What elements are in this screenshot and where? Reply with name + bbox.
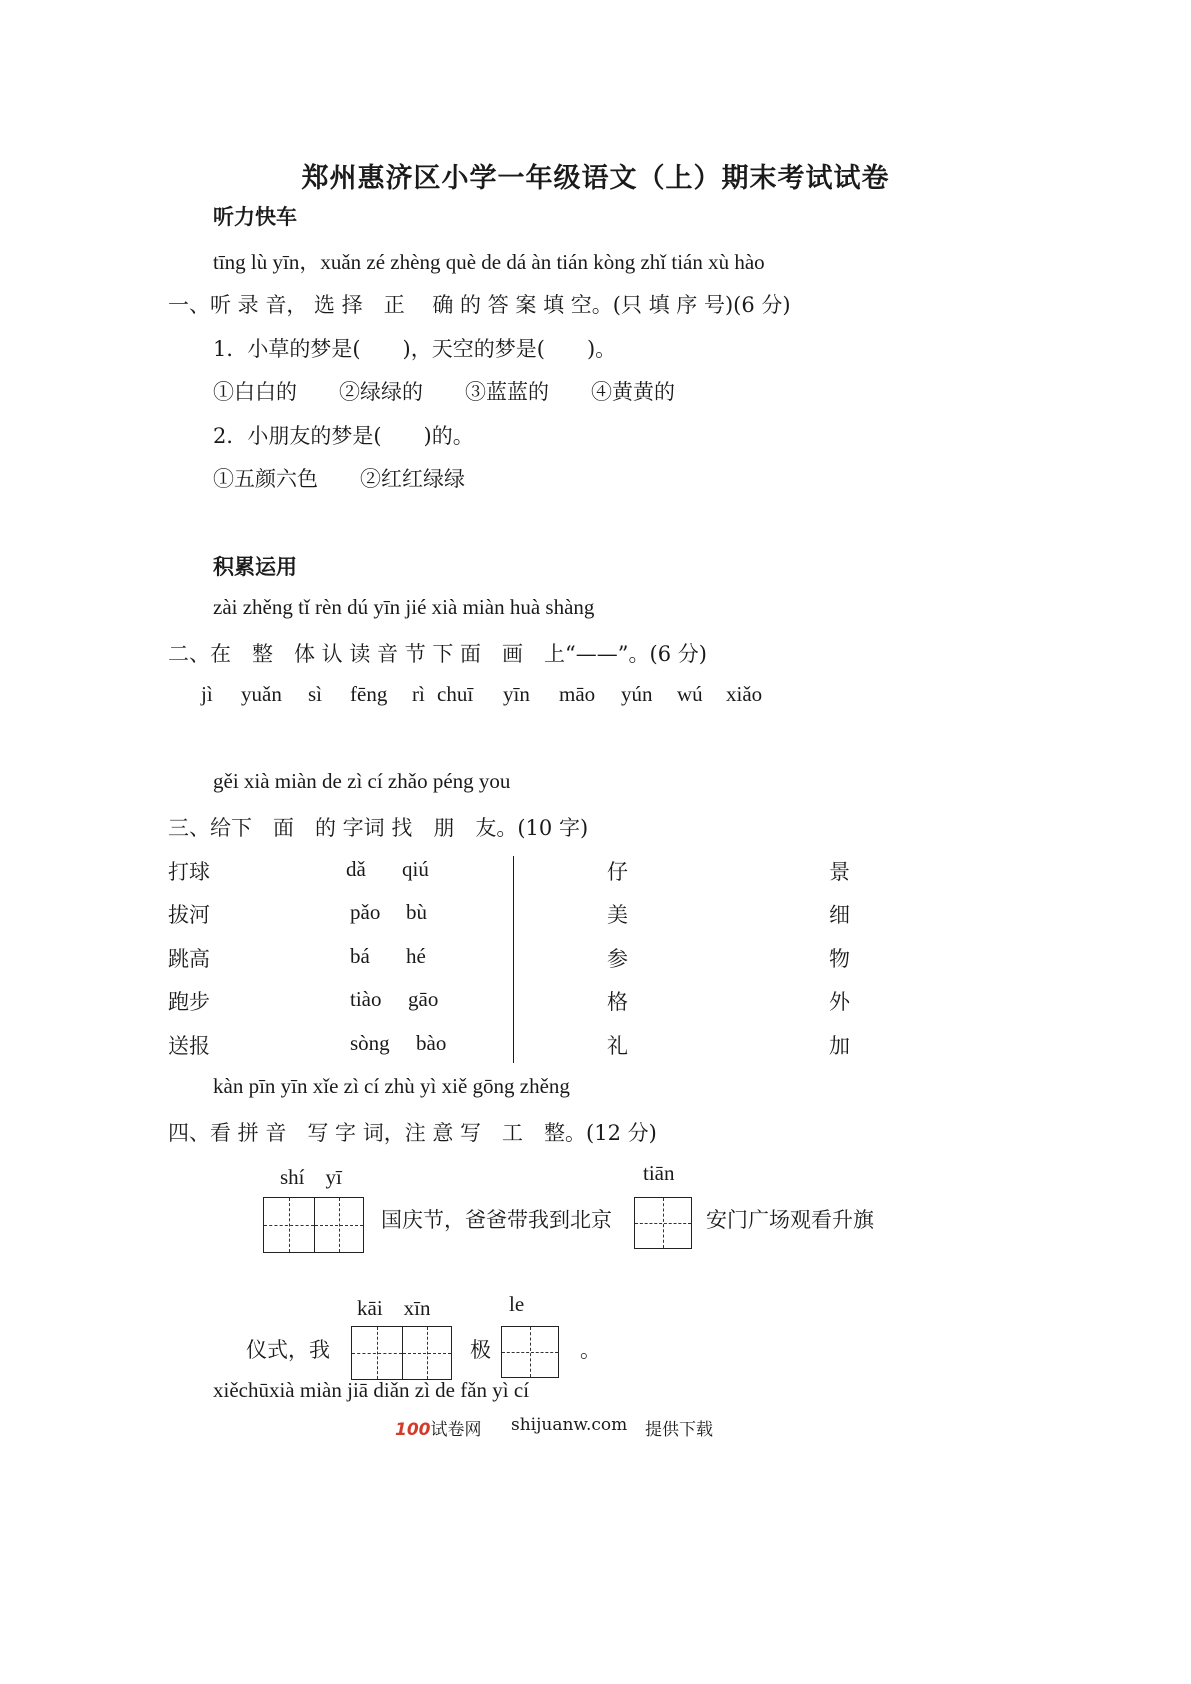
match-char: 美 [607,903,628,927]
writing-cell[interactable] [635,1198,691,1248]
footer-site-name: 试卷网 [430,1420,482,1440]
match-pinyin: sòng [350,1031,390,1055]
question-4: 四、看 拼 音 写 字 词，注 意 写 工 整。(12 分) [168,1121,657,1145]
sentence-text: 国庆节，爸爸带我到北京 [381,1208,612,1232]
footer-note: 提供下载 [645,1420,713,1440]
writing-cell[interactable] [502,1327,558,1377]
question-1-item-1: 1．小草的梦是( )，天空的梦是( )。 [213,337,617,361]
match-char: 物 [829,947,850,971]
writing-box-le[interactable] [501,1326,559,1378]
match-pinyin: bá [350,944,370,968]
syllable: wú [677,682,703,706]
match-pinyin: dǎ [346,857,366,881]
box-pinyin: shí yī [280,1165,342,1189]
match-word: 打球 [168,860,210,884]
pinyin-line: xiěchūxià miàn jiā diǎn zì de fǎn yì cí [213,1378,530,1402]
writing-box-shiyi[interactable] [263,1197,364,1253]
question-1-item-1-options: ①白白的 ②绿绿的 ③蓝蓝的 ④黄黄的 [213,380,675,404]
match-char: 外 [829,990,850,1014]
match-char: 细 [829,903,850,927]
match-char: 仔 [607,860,628,884]
pinyin-line: gěi xià miàn de zì cí zhǎo péng you [213,769,511,793]
sentence-text: 仪式，我 [246,1338,330,1362]
sentence-text: 极 [470,1338,491,1362]
writing-cell[interactable] [264,1198,314,1252]
section-heading-accumulation: 积累运用 [213,555,297,579]
syllable-row [0,682,1191,712]
box-pinyin: kāi xīn [357,1296,431,1320]
section-heading-listening: 听力快车 [213,205,297,229]
match-pinyin: tiào [350,987,382,1011]
sentence-text: 。 [580,1338,601,1362]
match-pinyin: qiú [402,857,429,881]
match-word: 跑步 [168,990,210,1014]
footer-domain[interactable]: shijuanw.com [511,1415,628,1435]
question-3: 三、给下 面 的 字词 找 朋 友。(10 字) [168,816,589,840]
pinyin-line: tīng lù yīn，xuǎn zé zhèng què de dá àn tián kòng zhǐ tián xù hào [213,250,765,274]
question-1: 一、听 录 音， 选 择 正 确 的 答 案 填 空。(只 填 序 号)(6 分) [168,293,791,317]
footer [395,1415,482,1440]
syllable: yuǎn [241,682,282,706]
page-title: 郑州惠济区小学一年级语文（上）期末考试试卷 [301,163,890,194]
pinyin-line: kàn pīn yīn xǐe zì cí zhù yì xiě gōng zhěng [213,1074,570,1098]
syllable: jì [201,682,213,706]
box-pinyin: tiān [643,1161,675,1185]
match-char: 格 [607,990,628,1014]
syllable: sì [308,682,323,706]
sentence-text: 安门广场观看升旗 [706,1208,874,1232]
writing-cell[interactable] [352,1327,402,1379]
writing-box-tian[interactable] [634,1197,692,1249]
match-char: 加 [829,1034,850,1058]
match-word: 跳高 [168,947,210,971]
site-logo-icon: 100 [395,1420,431,1440]
writing-cell[interactable] [314,1198,364,1252]
question-2: 二、在 整 体 认 读 音 节 下 面 画 上“——”。(6 分) [168,642,707,666]
syllable: chuī [437,682,474,706]
syllable: māo [559,682,596,706]
match-pinyin: gāo [408,987,439,1011]
syllable: yīn [503,682,530,706]
match-pinyin: pǎo [350,900,381,924]
match-char: 参 [607,947,628,971]
syllable: rì [412,682,425,706]
match-word: 拔河 [168,903,210,927]
divider-line [513,856,514,1063]
writing-cell[interactable] [402,1327,452,1379]
pinyin-line: zài zhěng tǐ rèn dú yīn jié xià miàn huà shàng [213,595,595,619]
match-char: 景 [829,860,850,884]
syllable: fēng [350,682,388,706]
writing-box-kaixin[interactable] [351,1326,452,1380]
match-char: 礼 [607,1034,628,1058]
syllable: yún [621,682,653,706]
match-pinyin: bào [416,1031,447,1055]
match-word: 送报 [168,1034,210,1058]
question-1-item-2: 2．小朋友的梦是( )的。 [213,424,474,448]
syllable: xiǎo [726,682,763,706]
box-pinyin: le [509,1292,525,1316]
question-1-item-2-options: ①五颜六色 ②红红绿绿 [213,467,465,491]
match-pinyin: bù [406,900,427,924]
match-pinyin: hé [406,944,426,968]
